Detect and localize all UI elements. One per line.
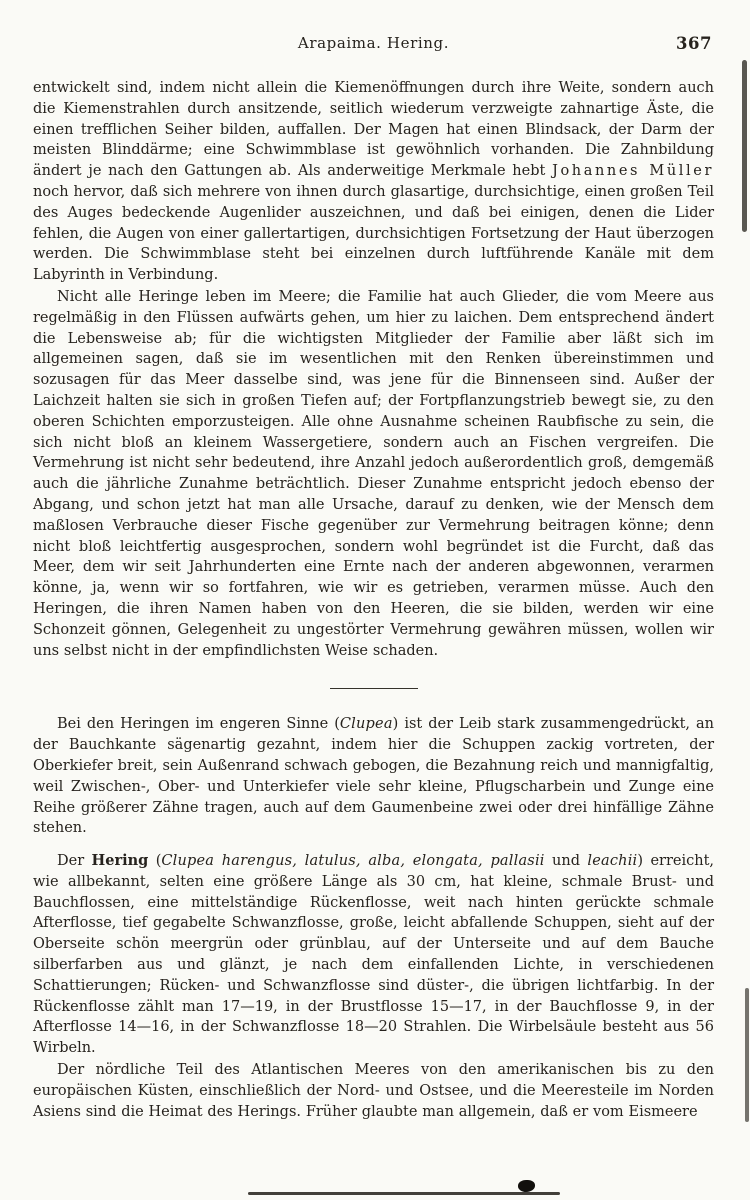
latin-species-names: Clupea harengus, latulus, alba, elongata, pallasii [161, 853, 545, 870]
section-divider [330, 688, 418, 689]
text-block [33, 78, 714, 1122]
paragraph-text: ) erreicht, wie allbekannt, selten eine größere Länge als 30 cm, hat kleine, schmale Brust- und Bauchflossen, eine mittelständige Rückenflosse, weit nach hinten gerückte schmale Afterflosse, tief gegabelte Schwanzflosse, große, leicht abfallende Schuppen, sieht auf der Oberseite schön meergrün oder grünblau, auf der Unterseite und auf dem Bauche silberfarben aus und glänzt, je nach dem einfallenden Lichte, in verschiedenen Schattierungen; Rücken- und Schwanzflosse sind düster-, die übrigen lichtfarbig. In der Rückenflosse zählt man 17—19, in der Brustflosse 15—17, in der Bauchflosse 9, in der Afterflosse 14—16, in der Schwanzflosse 18—20 Strahlen. Die Wirbelsäule besteht aus 56 Wirbeln. [33, 853, 715, 1057]
person-name-emphasis: Johannes Müller [552, 163, 714, 180]
latin-genus-name: Clupea [339, 716, 393, 733]
running-title: Arapaima. Hering. [297, 34, 450, 52]
species-common-name: Hering [91, 852, 149, 870]
scan-artifact-right-edge-top [742, 60, 747, 232]
paragraph-hering-species [33, 851, 714, 1059]
scan-artifact-bottom-line [248, 1192, 560, 1195]
latin-species-name: leachii [587, 853, 638, 870]
paragraph-text: und [544, 853, 588, 870]
paragraph-herring-habits: Nicht alle Heringe leben im Meere; die Familie hat auch Glieder, die vom Meere aus regelmäßig in den Flüssen aufwärts gehen, um hier zu laichen. Dem entsprechend ändert die Lebensweise ab; für die wichtigsten Mitglieder der Familie aber läßt sich im allgemeinen sagen, daß sie im wesentlichen mit den Renken übereinstimmen und sozusagen für das Meer dasselbe sind, was jene für die Binnenseen sind. Außer der Laichzeit halten sie sich in großen Tiefen auf; der Fortpflanzungstrieb bewegt sie, zu den oberen Schichten emporzusteigen. Alle ohne Ausnahme scheinen Raubfische zu sein, die sich nicht bloß an kleinem Wassergetiere, sondern auch an Fischen vergreifen. Die Vermehrung ist nicht sehr bedeutend, ihre Anzahl jedoch außerordentlich groß, demgemäß auch die jährliche Zunahme beträchtlich. Dieser Zunahme entspricht jedoch ebenso der Abgang, und schon jetzt hat man alle Ursache, darauf zu denken, wie der Mensch dem maßlosen Verbrauche dieser Fische gegenüber zur Vermehrung beitragen könne; denn nicht bloß leichtfertig ausgesprochen, sondern wohl begründet ist die Furcht, daß das Meer, dem wir seit Jahrhunderten eine Ernte nach der anderen abgewonnen, verarmen könne, ja, wenn wir so fortfahren, wie wir es getrieben, verarmen müsse. Auch den Heringen, die ihren Namen haben von den Heeren, die sie bilden, werden wir eine Schonzeit gönnen, Gelegenheit zu ungestörter Vermehrung gewähren müssen, wollen wir uns selbst nicht in der empfindlichsten Weise schaden. [33, 288, 714, 659]
paragraph-distribution: Der nördliche Teil des Atlantischen Meeres von den amerikanischen bis zu den europäischen Küsten, einschließlich der Nord- und Ostsee, und die Meeresteile im Norden Asiens sind die Heimat des Herings. Früher glaubte man allgemein, daß er vom Eismeere [33, 1062, 714, 1120]
paragraph-text: ) ist der Leib stark zusammengedrückt, an der Bauchkante sägenartig gezahnt, indem hier die Schuppen zackig vortreten, der Oberkiefer breit, sein Außenrand schwach gebogen, die Bezahnung reich und mannigfaltig, weil Zwischen-, Ober- und Unterkiefer viele sehr kleine, Pflugscharbein und Zunge eine Reihe größerer Zähne tragen, auch auf dem Gaumenbeine zwei oder drei hinfällige Zähne stehen. [33, 716, 714, 837]
paragraph-text: Bei den Heringen im engeren Sinne ( [57, 716, 340, 733]
page-number: 367 [676, 34, 712, 53]
scan-artifact-right-edge-bottom [745, 988, 749, 1122]
paragraph-text: entwickelt sind, indem nicht allein die Kiemenöffnungen durch ihre Weite, sondern auch die Kiemenstrahlen durch ansitzende, seitlich wiederum verzweigte zahnartige Äste, die einen trefflichen Seiher bilden, auffallen. Der Magen hat einen Blindsack, der Darm der meisten Blinddärme; eine Schwimmblase ist gewöhnlich vorhanden. Die Zahnbildung ändert je nach den Gattungen ab. Als anderweitige Merkmale hebt [33, 80, 714, 180]
paragraph-text: noch hervor, daß sich mehrere von ihnen durch glasartige, durchsichtige, einen großen Teil des Auges bedeckende Augenlider auszeichnen, und daß bei einigen, denen die Lider fehlen, die Augen von einer gallertartigen, durchsichtigen Fortsetzung der Haut überzogen werden. Die Schwimmblase steht bei einzelnen durch luftführende Kanäle mit dem Labyrinth in Verbindung. [33, 183, 714, 284]
paragraph-continuation [33, 78, 714, 286]
scan-artifact-ink-blob [518, 1180, 535, 1192]
page-header [33, 34, 714, 54]
paragraph-text: Der [57, 853, 92, 870]
paragraph-clupea-description [33, 714, 714, 839]
paragraph-text: ( [148, 853, 162, 870]
